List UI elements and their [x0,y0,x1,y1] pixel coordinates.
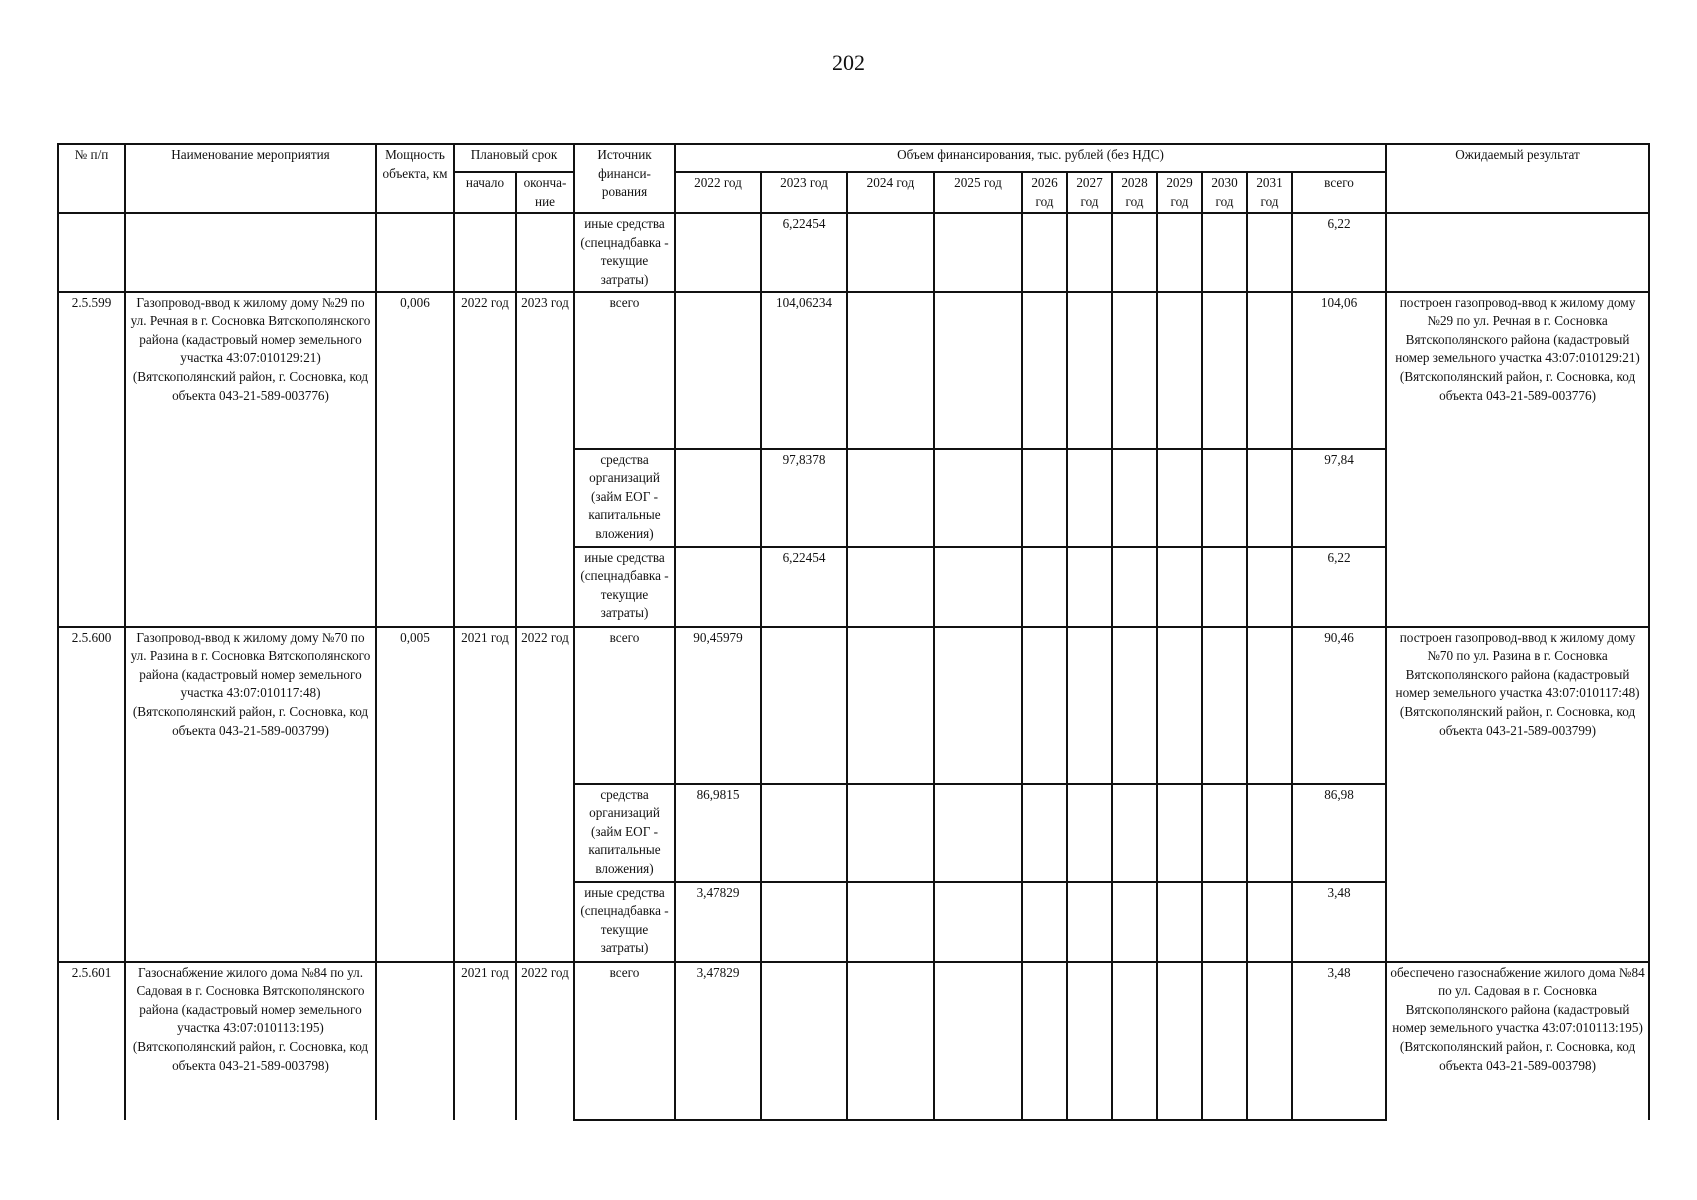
cell-value [934,627,1022,784]
cell-value [1247,784,1292,882]
cell-value [847,962,934,1120]
header-year: 2031 год [1247,172,1292,213]
cell-value [1067,784,1112,882]
cell-num: 2.5.599 [58,292,125,627]
cell-value [1112,449,1157,547]
cell-value: 6,22454 [761,547,847,627]
cell-total: 104,06 [1292,292,1386,449]
cell-value [847,213,934,291]
cell-value [847,449,934,547]
cell-total: 86,98 [1292,784,1386,882]
cell-value [1247,882,1292,962]
cell-result: построен газопровод-ввод к жилому дому №70 по ул. Разина в г. Сосновка Вятскополянского района (кадастровый номер земельного участка 43:07:010117:48) (Вятскополянский район, г. Сосновка, код объекта 043-21-589-003799) [1386,627,1649,962]
cell-value [1112,882,1157,962]
table-row [58,213,1649,291]
header-period: Плановый срок [454,144,574,172]
header-total: всего [1292,172,1386,213]
cell-source: средства организаций (займ ЕОГ - капитальные вложения) [574,784,675,882]
header-year: 2024 год [847,172,934,213]
table-row [58,962,1649,1120]
cell-value [1112,962,1157,1120]
cell-source: всего [574,292,675,449]
cell-source: иные средства (спецнадбавка - текущие затраты) [574,547,675,627]
cell-value [934,547,1022,627]
cell-name [125,213,376,291]
cell-name: Газопровод-ввод к жилому дому №29 по ул. Речная в г. Сосновка Вятскополянского района (кадастровый номер земельного участка 43:07:010129:21) (Вятскополянский район, г. Сосновка, код объекта 043-21-589-003776) [125,292,376,627]
cell-name: Газоснабжение жилого дома №84 по ул. Садовая в г. Сосновка Вятскополянского района (кадастровый номер земельного участка 43:07:010113:195) (Вятскополянский район, г. Сосновка, код объекта 043-21-589-003798) [125,962,376,1120]
cell-value [1112,213,1157,291]
cell-value [1112,292,1157,449]
cell-value: 3,47829 [675,962,761,1120]
header-end: оконча-ние [516,172,574,213]
cell-value [934,449,1022,547]
cell-end [516,213,574,291]
cell-start: 2021 год [454,627,516,962]
cell-value [1157,962,1202,1120]
cell-value [1067,449,1112,547]
cell-value [934,962,1022,1120]
cell-value: 104,06234 [761,292,847,449]
cell-value [1202,449,1247,547]
cell-value [847,547,934,627]
cell-source: всего [574,627,675,784]
table-row [58,627,1649,784]
cell-value [1067,962,1112,1120]
cell-value [1022,962,1067,1120]
cell-value [1022,547,1067,627]
cell-num [58,213,125,291]
cell-value [1022,627,1067,784]
cell-num: 2.5.601 [58,962,125,1120]
header-source: Источник финанси-рования [574,144,675,213]
header-year: 2022 год [675,172,761,213]
cell-value [1022,213,1067,291]
cell-value [1022,882,1067,962]
cell-value [1112,547,1157,627]
cell-source: иные средства (спецнадбавка - текущие затраты) [574,882,675,962]
cell-value [1157,213,1202,291]
header-year: 2023 год [761,172,847,213]
cell-result: построен газопровод-ввод к жилому дому №29 по ул. Речная в г. Сосновка Вятскополянского района (кадастровый номер земельного участка 43:07:010129:21) (Вятскополянский район, г. Сосновка, код объекта 043-21-589-003776) [1386,292,1649,627]
cell-value [675,547,761,627]
cell-value [1112,784,1157,882]
cell-total: 3,48 [1292,882,1386,962]
cell-end: 2023 год [516,292,574,627]
cell-value: 6,22454 [761,213,847,291]
cell-num: 2.5.600 [58,627,125,962]
cell-end: 2022 год [516,962,574,1120]
cell-capacity: 0,005 [376,627,454,962]
header-name: Наименование мероприятия [125,144,376,213]
cell-value [1247,547,1292,627]
cell-value [1067,292,1112,449]
cell-start: 2022 год [454,292,516,627]
cell-value [847,784,934,882]
header-capacity: Мощность объекта, км [376,144,454,213]
header-start: начало [454,172,516,213]
financing-table [57,143,1650,1121]
cell-start [454,213,516,291]
cell-value [1157,547,1202,627]
cell-result [1386,213,1649,291]
cell-total: 6,22 [1292,547,1386,627]
header-year: 2028 год [1112,172,1157,213]
cell-value [1157,627,1202,784]
cell-total: 3,48 [1292,962,1386,1120]
cell-value [761,627,847,784]
cell-result: обеспечено газоснабжение жилого дома №84 по ул. Садовая в г. Сосновка Вятскополянского района (кадастровый номер земельного участка 43:07:010113:195) (Вятскополянский район, г. Сосновка, код объекта 043-21-589-003798) [1386,962,1649,1120]
cell-value [1202,882,1247,962]
cell-value [1247,449,1292,547]
cell-value [1202,627,1247,784]
cell-value [1247,213,1292,291]
header-year: 2026 год [1022,172,1067,213]
cell-value [1112,627,1157,784]
cell-value [675,213,761,291]
cell-value [1247,627,1292,784]
cell-total: 6,22 [1292,213,1386,291]
cell-total: 97,84 [1292,449,1386,547]
cell-value [761,882,847,962]
table-row [58,292,1649,449]
header-result: Ожидаемый результат [1386,144,1649,213]
cell-value: 90,45979 [675,627,761,784]
cell-source: всего [574,962,675,1120]
cell-value [761,962,847,1120]
header-volume: Объем финансирования, тыс. рублей (без НДС) [675,144,1386,172]
cell-value [1247,962,1292,1120]
cell-source: средства организаций (займ ЕОГ - капитальные вложения) [574,449,675,547]
cell-value [1022,449,1067,547]
header-num: № п/п [58,144,125,213]
cell-value: 97,8378 [761,449,847,547]
cell-value [1157,882,1202,962]
cell-value [1067,882,1112,962]
cell-value [1022,292,1067,449]
cell-value [1202,962,1247,1120]
header-year: 2027 год [1067,172,1112,213]
cell-value: 86,9815 [675,784,761,882]
cell-value [934,784,1022,882]
header-year: 2029 год [1157,172,1202,213]
cell-value [1202,784,1247,882]
cell-value [1022,784,1067,882]
header-year: 2030 год [1202,172,1247,213]
cell-value [934,213,1022,291]
cell-value [847,882,934,962]
page-number: 202 [832,50,865,75]
cell-capacity [376,213,454,291]
cell-value [847,292,934,449]
cell-capacity: 0,006 [376,292,454,627]
cell-start: 2021 год [454,962,516,1120]
cell-value [934,882,1022,962]
cell-value [675,292,761,449]
cell-value [1067,547,1112,627]
cell-capacity [376,962,454,1120]
cell-value [1202,213,1247,291]
header-year: 2025 год [934,172,1022,213]
cell-value [1157,784,1202,882]
cell-value: 3,47829 [675,882,761,962]
cell-total: 90,46 [1292,627,1386,784]
cell-value [1202,547,1247,627]
cell-value [1067,213,1112,291]
cell-value [934,292,1022,449]
cell-source: иные средства (спецнадбавка - текущие затраты) [574,213,675,291]
cell-value [1202,292,1247,449]
cell-value [1067,627,1112,784]
cell-value [1157,292,1202,449]
cell-value [761,784,847,882]
cell-value [1247,292,1292,449]
cell-end: 2022 год [516,627,574,962]
cell-value [847,627,934,784]
cell-value [1157,449,1202,547]
cell-value [675,449,761,547]
cell-name: Газопровод-ввод к жилому дому №70 по ул. Разина в г. Сосновка Вятскополянского района (кадастровый номер земельного участка 43:07:010117:48) (Вятскополянский район, г. Сосновка, код объекта 043-21-589-003799) [125,627,376,962]
